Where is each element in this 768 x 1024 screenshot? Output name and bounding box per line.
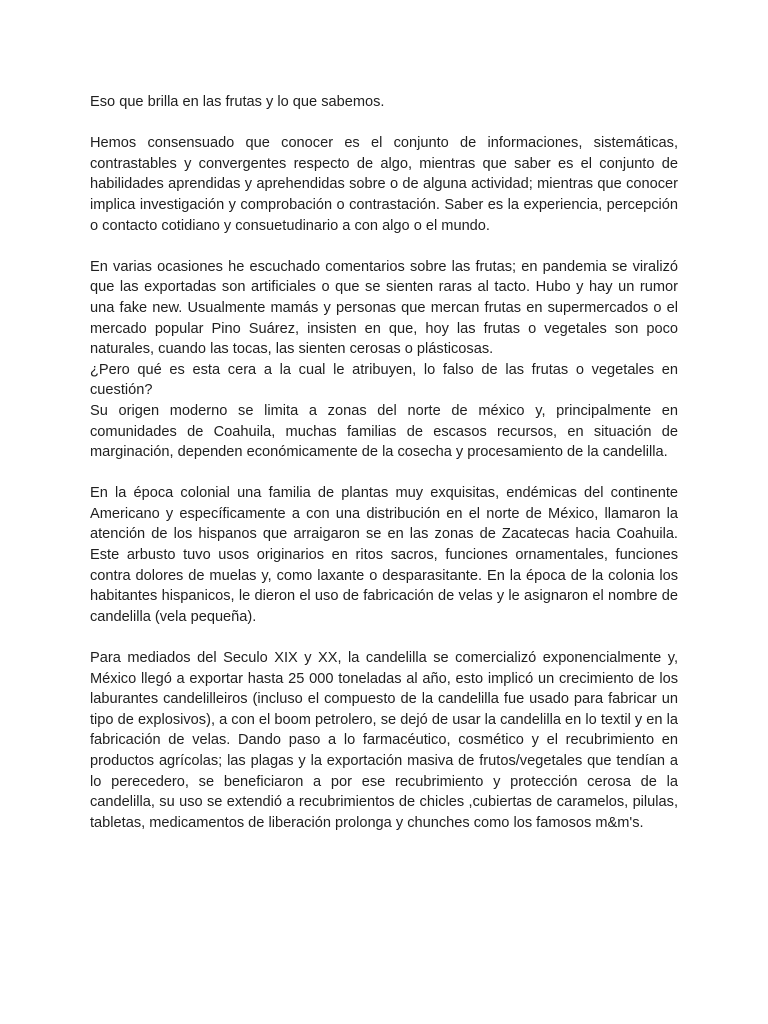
paragraph-rumors: En varias ocasiones he escuchado comentarios sobre las frutas; en pandemia se viralizó que las exportadas son artificiales o que se sienten raras al tacto. Hubo y hay un rumor una fake new. Usualmente mamás y personas que mercan frutas en supermercados o el mercado popular Pino Suárez, insisten en que, hoy las frutas o vegetales son poco naturales, cuando las tocas, las sienten cerosas o plásticosas. xyxy=(90,258,678,358)
document-page xyxy=(90,92,678,854)
paragraph-commerce: Para mediados del Seculo XIX y XX, la candelilla se comercializó exponencialmente y, México llegó a exportar hasta 25 000 toneladas al año, esto implicó un crecimiento de los laburantes candelilleiros (incluso el compuesto de la candelilla fue usado para fabricar un tipo de explosivos), a con el boom petrolero, se dejó de usar la candelilla en lo textil y en la fabricación de velas. Dando paso a lo farmacéutico, cosmético y el recubrimiento en productos agrícolas; las plagas y la exportación masiva de frutos/vegetales que tendían a lo perecedero, se beneficiaron a por ese recubrimiento y protección cerosa de la candelilla, su uso se extendió a recubrimientos de chicles ,cubiertas de caramelos, pilulas, tabletas, medicamentos de liberación prolonga y chunches como los famosos m&m's. xyxy=(90,650,678,831)
paragraph-knowledge: Hemos consensuado que conocer es el conjunto de informaciones, sistemáticas, contrastables y convergentes respecto de algo, mientras que saber es el conjunto de habilidades aprendidas y aprehendidas sobre o de alguna actividad; mientras que conocer implica investigación y comprobación o contrastación. Saber es la experiencia, percepción o contacto cotidiano y consuetudinario a con algo o el mundo. xyxy=(90,135,678,234)
paragraph-question: ¿Pero qué es esta cera a la cual le atribuyen, lo falso de las frutas o vegetales en cuestión? xyxy=(90,361,678,399)
paragraph-origin: Su origen moderno se limita a zonas del norte de méxico y, principalmente en comunidades de Coahuila, muchas familias de escasos recursos, en situación de marginación, dependen económicamente de la cosecha y procesamiento de la candelilla. xyxy=(90,402,678,461)
document-title: Eso que brilla en las frutas y lo que sabemos. xyxy=(90,94,385,110)
paragraph-colonial: En la época colonial una familia de plantas muy exquisitas, endémicas del continente Americano y específicamente a con una distribución en el norte de México, llamaron la atención de los hispanos que arraigaron se en las zonas de Zacatecas hacia Coahuila. Este arbusto tuvo usos originarios en ritos sacros, funciones ornamentales, funciones contra dolores de muelas y, como laxante o desparasitante. En la época de la colonia los habitantes hispanicos, le dieron el uso de fabricación de velas y le asignaron el nombre de candelilla (vela pequeña). xyxy=(90,485,678,625)
